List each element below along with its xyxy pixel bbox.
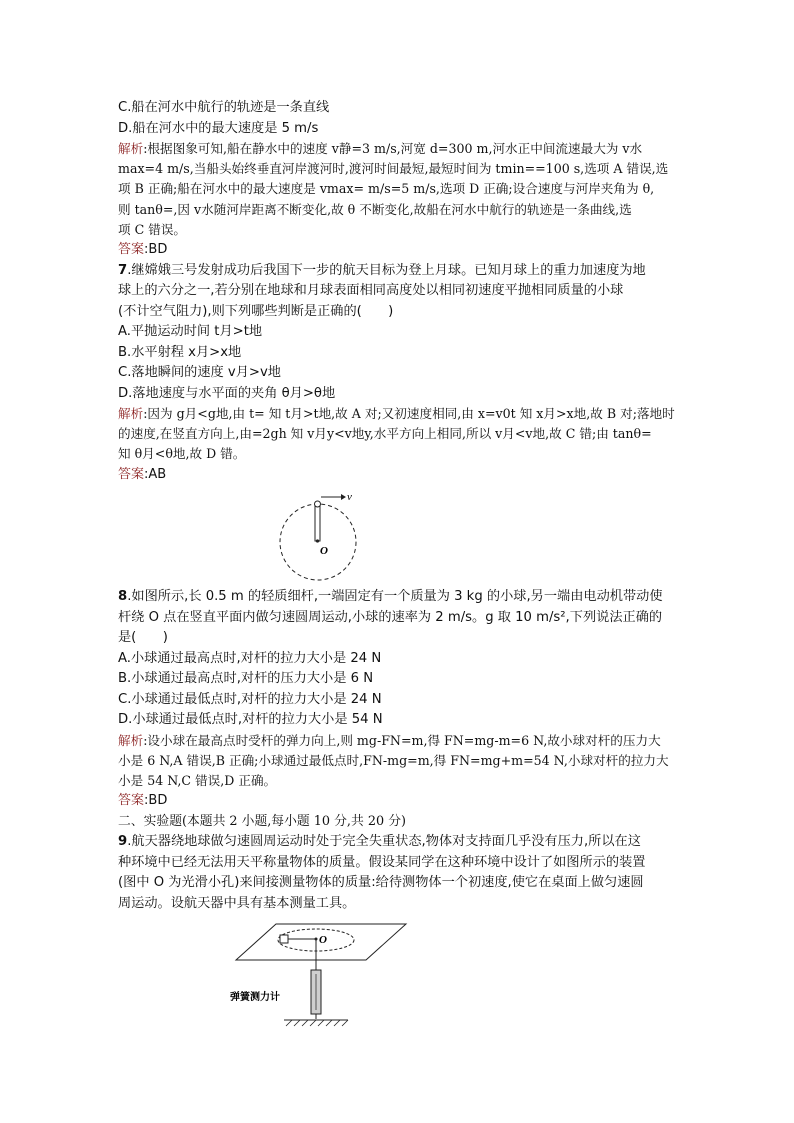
q8-stem: 8.如图所示,长 0.5 m 的轻质细杆,一端固定有一个质量为 3 kg 的小球,另一端由电动机带动使 杆绕 O 点在竖直平面内做匀速圆周运动,小球的速率为 2 m/s。g 取 10 m/s²,下列说法正确的 是( ) (118, 589, 663, 646)
q8-number: 8 (118, 589, 128, 605)
answer-label: 答案 (118, 466, 145, 482)
pivot-point (316, 540, 319, 543)
section-heading: 二、实验题(本题共 2 小题,每小题 10 分,共 20 分) (118, 813, 406, 829)
q7-option-c: C.落地瞬间的速度 v月>v地 (118, 365, 281, 381)
q6-option-d: D.船在河水中的最大速度是 5 m/s (118, 120, 319, 136)
q7-stem: 7.继嫦娥三号发射成功后我国下一步的航天目标为登上月球。已知月球上的重力加速度为地 球上的六分之一,若分别在地球和月球表面相同高度处以相同初速度平抛相同质量的小球 (不计空气阻力),则下列哪些判断是正确的( ) (118, 262, 646, 319)
spring-scale-label: 弹簧测力计 (230, 992, 280, 1004)
q9-stem: 9.航天器绕地球做匀速圆周运动时处于完全失重状态,物体对支持面几乎没有压力,所以在这 种环境中已经无法用天平称量物体的质量。假设某同学在这种环境中设计了如图所示的装置 (图中 O 为光滑小孔)来间接测量物体的质量:给待测物体一个初速度,使它在桌面上做匀速圆 周运动。设航天器中具有基本测量工具。 (118, 834, 646, 911)
rod-circle-figure (268, 491, 388, 585)
ground-hatch (286, 1020, 348, 1026)
q7-explanation: 解析:因为 g月<g地,由 t= 知 t月>t地,故 A 对;又初速度相同,由 x=v0t 知 x月>x地,故 B 对;落地时 的速度,在竖直方向上,由=2gh 知 v月y<v地y,水平方向上相同,所以 v月<v地,故 C 错;由 tanθ= 知 θ月<θ地,故 D 错。 (118, 406, 675, 462)
q6-explanation: 解析:根据图象可知,船在静水中的速度 v静=3 m/s,河宽 d=300 m,河水正中间流速最大为 v水 max=4 m/s,当船头始终垂直河岸渡河时,渡河时间最短,最短时间为 tmin==100 s,选项 A 错误,选 项 B 正确;船在河水中的最大速度是 vmax= m/s=5 m/s,选项 D 正确;设合速度与河岸夹角为 θ, 则 tanθ=,因 v水随河岸距离不断变化,故 θ 不断变化,故船在河水中航行的轨迹是一条曲线,选 项 C 错误。 (118, 141, 669, 237)
answer-label: 答案 (118, 793, 145, 809)
spring-scale-figure (230, 922, 406, 1028)
explanation-label: 解析 (118, 406, 144, 422)
explanation-label: 解析 (118, 732, 144, 748)
q8-option-b: B.小球通过最高点时,对杆的压力大小是 6 N (118, 671, 374, 687)
q7-option-a: A.平抛运动时间 t月>t地 (118, 324, 263, 340)
q8-explanation: 解析:设小球在最高点时受杆的弹力向上,则 mg-FN=m,得 FN=mg-m=6 N,故小球对杆的压力大 小是 6 N,A 错误,B 正确;小球通过最低点时,FN-mg=m,得 FN=mg+m=54 N,小球对杆的拉力大 小是 54 N,C 错误,D 正确。 (118, 732, 669, 789)
pivot-label: O (320, 545, 328, 558)
arrow-head-icon (341, 494, 346, 500)
q7-option-d: D.落地速度与水平面的夹角 θ月>θ地 (118, 385, 336, 401)
answer-label: 答案 (118, 242, 145, 258)
q7-option-b: B.水平射程 x月>x地 (118, 344, 242, 360)
q6-answer: 答案:BD (118, 242, 168, 258)
light-rod (315, 505, 320, 541)
q7-answer: 答案:AB (118, 466, 167, 482)
q8-option-d: D.小球通过最低点时,对杆的拉力大小是 54 N (118, 712, 383, 728)
velocity-label: v (347, 491, 352, 504)
hole-label: O (319, 934, 327, 947)
ball (315, 501, 321, 507)
q9-number: 9 (118, 834, 128, 850)
document-page (118, 98, 678, 1028)
object-block (280, 935, 288, 943)
q8-answer: 答案:BD (118, 793, 168, 809)
explanation-label: 解析 (118, 141, 144, 156)
q7-number: 7 (118, 262, 128, 278)
q8-option-c: C.小球通过最低点时,对杆的拉力大小是 24 N (118, 691, 382, 707)
q6-option-c: C.船在河水中航行的轨迹是一条直线 (118, 100, 330, 115)
q8-option-a: A.小球通过最高点时,对杆的拉力大小是 24 N (118, 650, 382, 666)
